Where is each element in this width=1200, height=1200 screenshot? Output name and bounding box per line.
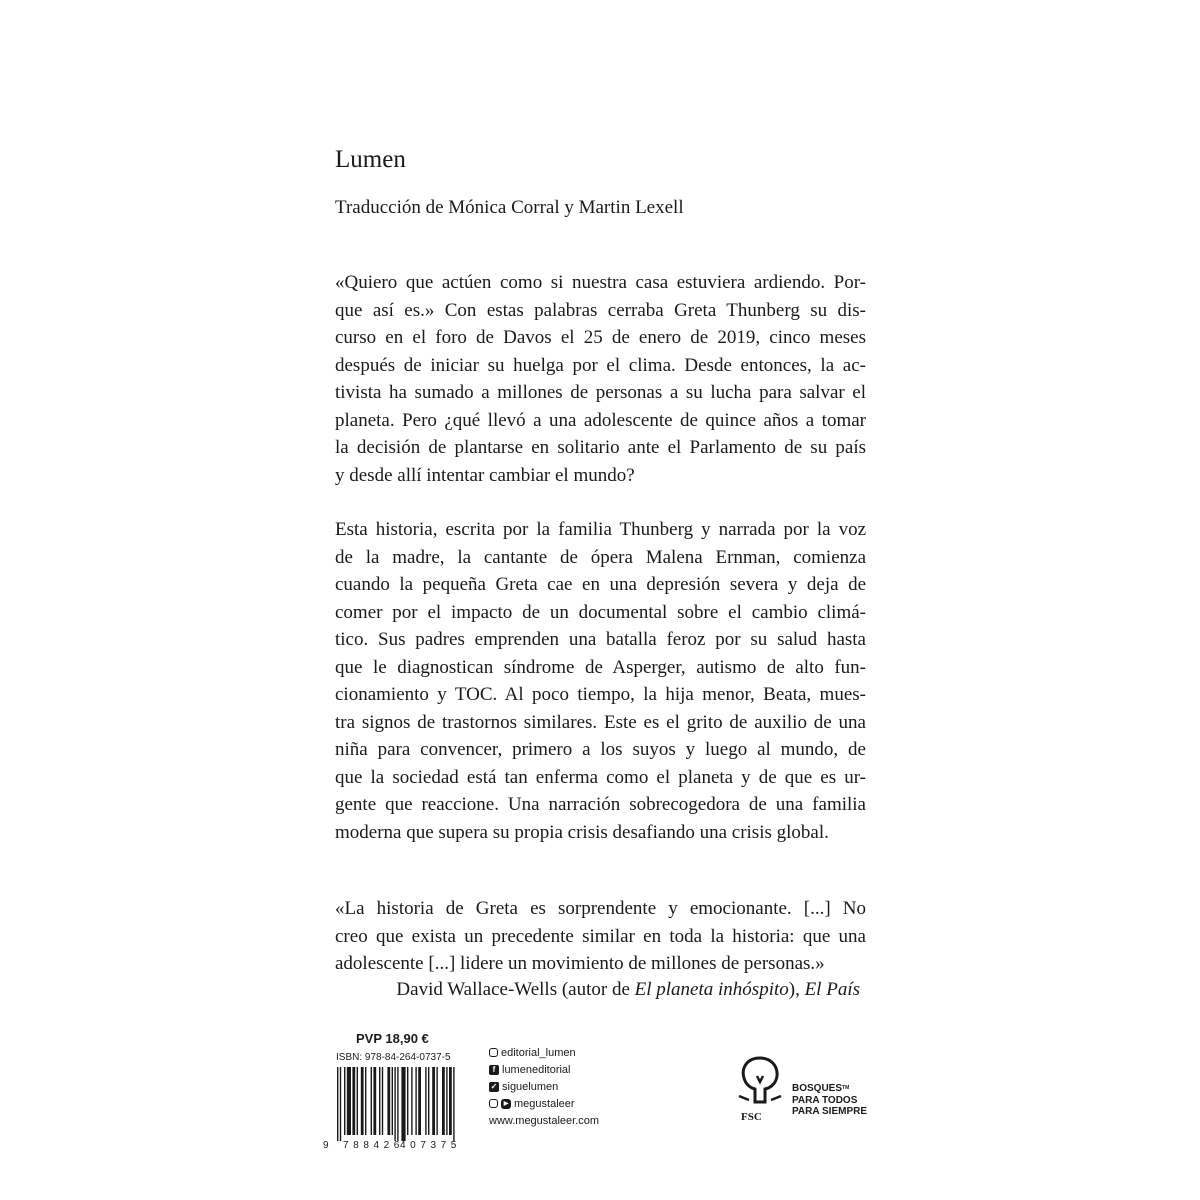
text-line: curso en el foro de Davos el 25 de enero de 2019, cinco meses: [335, 327, 866, 348]
barcode-bar: [352, 1067, 355, 1135]
text-line: gente que reaccione. Una narración sobrecogedora de una familia: [335, 794, 866, 815]
blurb-paragraph-2: [335, 516, 866, 846]
text-line: moderna que supera su propia crisis desafiando una crisis global.: [335, 821, 829, 843]
text-line: niña para convencer, primero a los suyos y luego al mundo, de: [335, 739, 866, 760]
barcode-bar: [379, 1067, 380, 1135]
barcode-bar: [442, 1067, 445, 1135]
youtube-icon: ▶: [501, 1099, 511, 1109]
facebook-handle: lumeneditorial: [502, 1063, 571, 1076]
barcode-bar: [392, 1067, 393, 1135]
text-line: planeta. Pero ¿qué llevó a una adolescente de quince años a tomar: [335, 409, 866, 431]
barcode-bar: [373, 1067, 376, 1135]
review-attribution: [335, 979, 860, 1001]
price-label: PVP 18,90 €: [356, 1031, 429, 1046]
instagram-icon: [489, 1048, 498, 1057]
instagram-handle: editorial_lumen: [501, 1046, 576, 1059]
fsc-tree-icon: [737, 1054, 783, 1110]
social-website[interactable]: [489, 1112, 599, 1129]
barcode-digits-right: 407375: [400, 1140, 461, 1151]
barcode-bar: [371, 1067, 372, 1135]
text-line: de la madre, la cantante de ópera Malena Ernman, comienza: [335, 546, 866, 568]
barcode-bar: [337, 1067, 338, 1141]
text-line: creo que exista un precedente similar en toda la historia: que una: [335, 925, 866, 947]
trademark-mark: TM: [842, 1085, 850, 1091]
barcode-bar: [407, 1067, 408, 1135]
attribution-book-title: El planeta inhóspito: [634, 979, 789, 1000]
barcode-bar: [418, 1067, 421, 1135]
barcode-bar: [446, 1067, 447, 1135]
social-twitter[interactable]: [489, 1078, 599, 1095]
text-line: «La historia de Greta es sorprendente y emocionante. [...] No: [335, 898, 866, 919]
text-line: cionamiento y TOC. Al poco tiempo, la hija menor, Beata, mues-: [335, 684, 866, 705]
social-instagram[interactable]: [489, 1044, 599, 1061]
barcode-bar: [411, 1067, 412, 1135]
barcode-bar: [432, 1067, 435, 1135]
text-line: tico. Sus padres emprenden una batalla feroz por su salud hasta: [335, 629, 866, 650]
fsc-slogan-line-1: BOSQUES™: [792, 1083, 850, 1094]
barcode-digits-left: 788426: [343, 1140, 404, 1151]
barcode-bar: [397, 1067, 398, 1141]
barcode-bar: [415, 1067, 416, 1135]
social-facebook[interactable]: [489, 1061, 599, 1078]
text-line: que así es.» Con estas palabras cerraba Greta Thunberg su dis-: [335, 299, 866, 321]
barcode-bar: [361, 1067, 364, 1135]
text-line: y desde allí intentar cambiar el mundo?: [335, 464, 635, 486]
barcode-bar: [340, 1067, 341, 1141]
barcode-bar: [387, 1067, 390, 1135]
instagram-icon: [489, 1099, 498, 1108]
twitter-icon: ✓: [490, 1081, 498, 1091]
barcode-bar: [357, 1067, 358, 1135]
isbn-label: ISBN: 978-84-264-0737-5: [336, 1052, 451, 1063]
twitter-handle: siguelumen: [502, 1080, 559, 1093]
blurb-paragraph-1: [335, 269, 866, 489]
text-line: después de iniciar su huelga por el clima. Desde entonces, la ac-: [335, 354, 866, 376]
barcode-bar: [453, 1067, 454, 1141]
barcode-bar: [347, 1067, 351, 1135]
publisher-name: Lumen: [335, 146, 406, 173]
barcode-bar: [344, 1067, 345, 1135]
text-line: que la sociedad está tan enferma como el planeta y de que es ur-: [335, 766, 866, 788]
text-line: Esta historia, escrita por la familia Thunberg y narrada por la voz: [335, 519, 866, 540]
text-line: tivista ha sumado a millones de personas a su lucha para salvar el: [335, 382, 866, 403]
barcode-bar: [401, 1067, 405, 1141]
review-quote: [335, 895, 866, 978]
text-line: la decisión de plantarse en solitario ante el Parlamento de su país: [335, 437, 866, 458]
text-line: «Quiero que actúen como si nuestra casa estuviera ardiendo. Por-: [335, 272, 866, 293]
attribution-separator: ),: [788, 979, 805, 1000]
barcode-bar: [425, 1067, 426, 1135]
barcode-bar: [394, 1067, 395, 1141]
translation-credit: Traducción de Mónica Corral y Martin Lexell: [335, 197, 684, 218]
barcode-bar: [382, 1067, 383, 1135]
fsc-slogan-line-3: PARA SIEMPRE: [792, 1106, 868, 1117]
barcode-bar: [365, 1067, 366, 1135]
fsc-slogan-line-2: PARA TODOS: [792, 1094, 858, 1106]
barcode-bar: [428, 1067, 429, 1135]
text-line: que le diagnostican síndrome de Asperger, autismo de alto fun-: [335, 656, 866, 678]
megustaleer-handle: megustaleer: [514, 1097, 575, 1110]
barcode-digit-lead: 9: [323, 1140, 329, 1151]
barcode-bar: [436, 1067, 437, 1135]
facebook-icon: f: [489, 1065, 499, 1075]
social-megustaleer[interactable]: [489, 1095, 599, 1112]
fsc-slogan: [792, 1083, 867, 1118]
barcode-image: [336, 1067, 458, 1141]
text-line: cuando la pequeña Greta cae en una depresión severa y deja de: [335, 574, 866, 595]
barcode-bar: [449, 1067, 452, 1135]
attribution-source: El País: [804, 979, 860, 1000]
text-line: tra signos de trastornos similares. Este es el grito de auxilio de una: [335, 711, 866, 733]
social-links: [489, 1044, 599, 1129]
website-url: www.megustaleer.com: [489, 1114, 600, 1127]
fsc-logo-text: FSC: [741, 1111, 762, 1123]
attribution-author: David Wallace-Wells (autor de: [396, 979, 635, 1000]
text-line: comer por el impacto de un documental sobre el cambio climá-: [335, 601, 866, 623]
text-line: adolescente [...] lidere un movimiento de millones de personas.»: [335, 953, 825, 974]
